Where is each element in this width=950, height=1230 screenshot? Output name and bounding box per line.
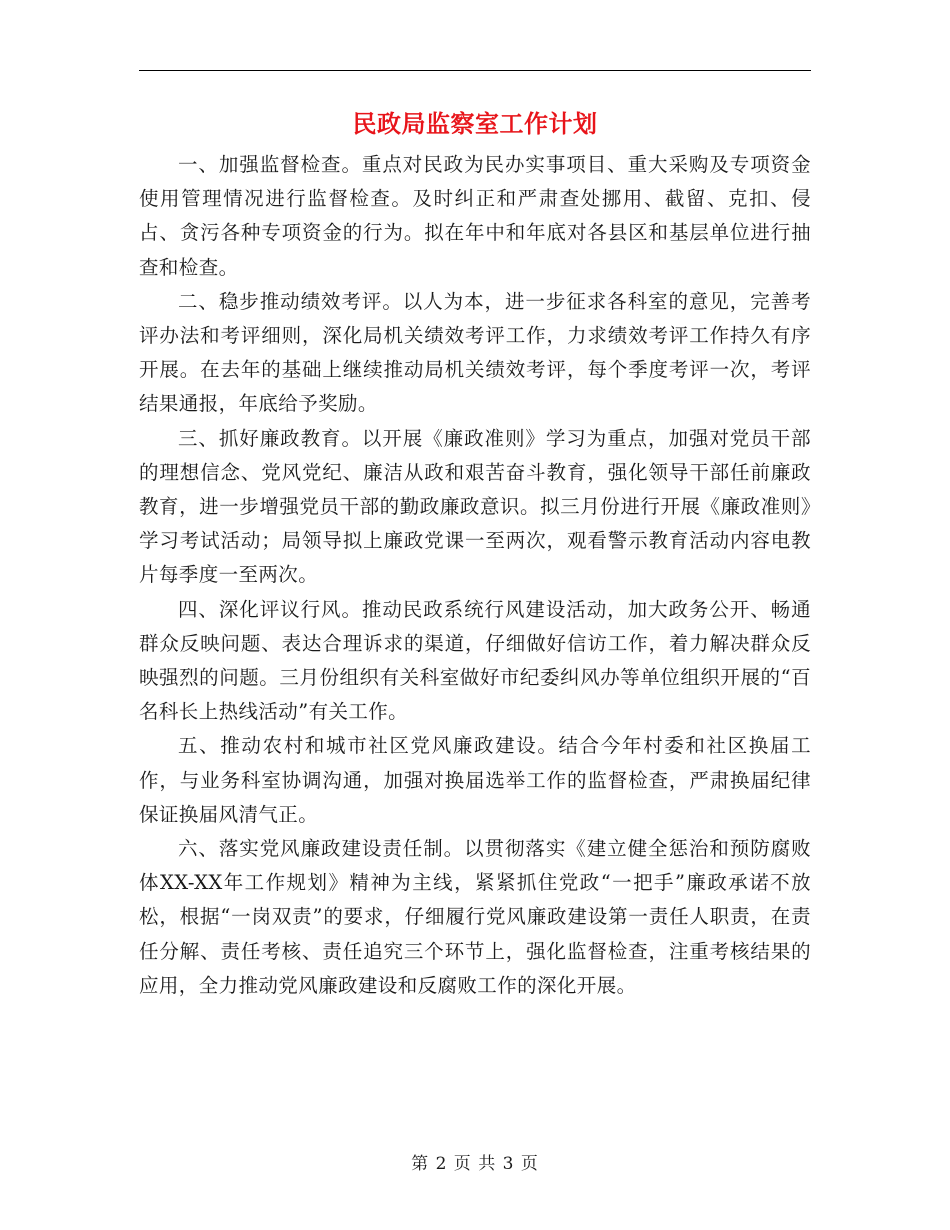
paragraph-4: 四、深化评议行风。推动民政系统行风建设活动，加大政务公开、畅通群众反映问题、表达合理诉求的渠道，仔细做好信访工作，着力解决群众反映强烈的问题。三月份组织有关科室做好市纪委纠风办等单位组织开展的“百名科长上热线活动”有关工作。 — [139, 597, 811, 724]
paragraph-5: 五、推动农村和城市社区党风廉政建设。结合今年村委和社区换届工作，与业务科室协调沟通，加强对换届选举工作的监督检查，严肃换届纪律保证换届风清气正。 — [139, 734, 811, 826]
paragraph-2: 二、稳步推动绩效考评。以人为本，进一步征求各科室的意见，完善考评办法和考评细则，深化局机关绩效考评工作，力求绩效考评工作持久有序开展。在去年的基础上继续推动局机关绩效考评，每个季度考评一次，考评结果通报，年底给予奖励。 — [139, 289, 811, 416]
document-title: 民政局监察室工作计划 — [352, 109, 598, 138]
document-body — [139, 148, 811, 1003]
paragraph-1: 一、加强监督检查。重点对民政为民办实事项目、重大采购及专项资金使用管理情况进行监督检查。及时纠正和严肃查处挪用、截留、克扣、侵占、贪污各种专项资金的行为。拟在年中和年底对各县区和基层单位进行抽查和检查。 — [139, 153, 811, 279]
paragraph-6: 六、落实党风廉政建设责任制。以贯彻落实《建立健全惩治和预防腐败体XX-XX年工作规划》精神为主线，紧紧抓住党政“一把手”廉政承诺不放松，根据“一岗双责”的要求，仔细履行党风廉政建设第一责任人职责，在责任分解、责任考核、责任追究三个环节上，强化监督检查，注重考核结果的应用，全力推动党风廉政建设和反腐败工作的深化开展。 — [139, 837, 811, 997]
paragraph-3: 三、抓好廉政教育。以开展《廉政准则》学习为重点，加强对党员干部的理想信念、党风党纪、廉洁从政和艰苦奋斗教育，强化领导干部任前廉政教育，进一步增强党员干部的勤政廉政意识。拟三月份进行开展《廉政准则》学习考试活动；局领导拟上廉政党课一至两次，观看警示教育活动内容电教片每季度一至两次。 — [139, 426, 811, 587]
page-number-label: 第 2 页 共 3 页 — [411, 1154, 539, 1174]
page-footer — [0, 1152, 950, 1176]
header-rule — [139, 70, 811, 71]
